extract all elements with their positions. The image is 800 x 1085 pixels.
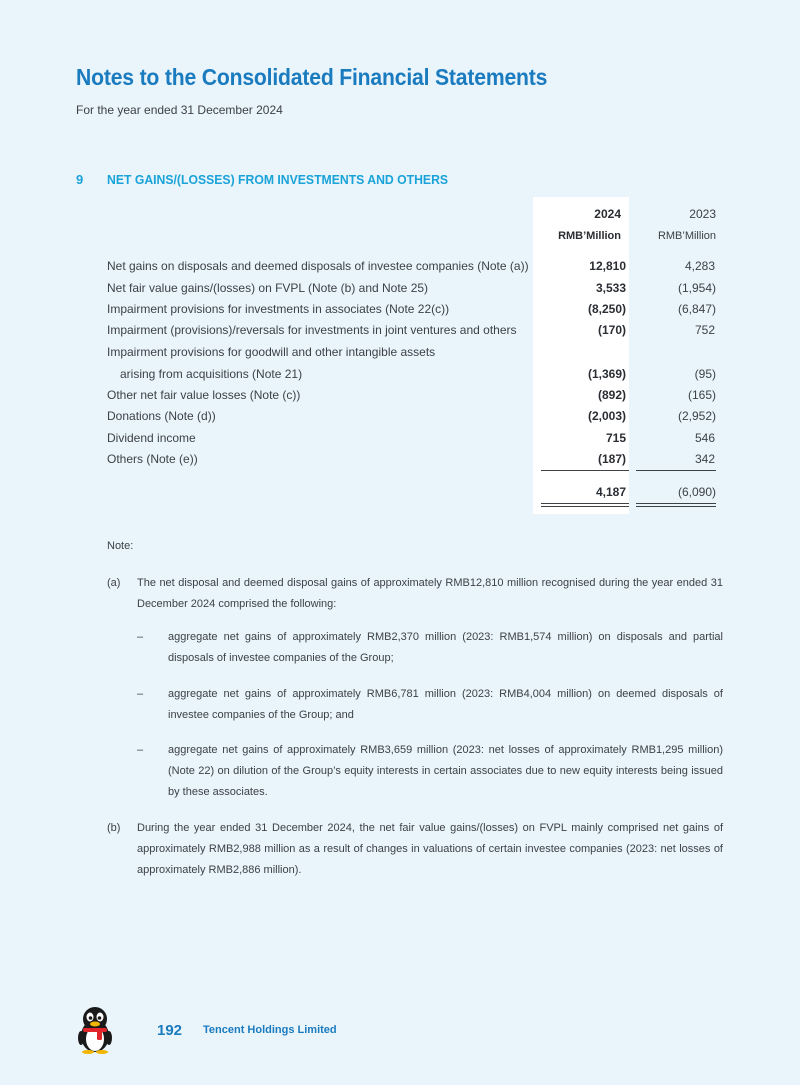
note-a-marker: (a) [107,577,121,589]
total-2023: (6,090) [677,485,716,499]
table-row [0,431,800,451]
total-double-rule-2023 [636,503,716,507]
total-double-rule-2024 [541,503,629,507]
bullet-dash: – [137,744,144,756]
row-label: Donations (Note (d)) [107,409,216,423]
value-2024: (2,003) [587,409,626,423]
column-header-2023: 2023 [689,207,716,221]
company-name: Tencent Holdings Limited [203,1024,337,1036]
table-row [0,367,800,387]
note-b-text: During the year ended 31 December 2024, the net fair value gains/(losses) on FVPL mainly comprised net gains of approximately RMB2,988 million as a result of changes in valuations of certain investee companies (2023: net losses of approximately RMB2,886 million). [137,822,723,876]
column-header-2024: 2024 [594,207,621,221]
value-2024: (892) [597,388,626,402]
row-label: Other net fair value losses (Note (c)) [107,388,301,402]
bullet-text: aggregate net gains of approximately RMB2,370 million (2023: RMB1,574 million) on disposals and partial disposals of investee companies of the Group; [168,631,723,664]
table-row [0,452,800,472]
row-label: arising from acquisitions (Note 21) [120,367,303,381]
row-label: Net fair value gains/(losses) on FVPL (Note (b) and Note 25) [107,281,429,295]
value-2023: 4,283 [684,259,715,273]
row-label: Impairment provisions for goodwill and other intangible assets [107,345,436,359]
value-2024: 12,810 [589,259,626,273]
section-number: 9 [76,172,84,187]
row-label: Dividend income [107,431,196,445]
page-number: 192 [157,1022,183,1039]
table-row [0,345,800,365]
row-label: Others (Note (e)) [107,452,198,466]
table-row [0,259,800,279]
row-label: Impairment (provisions)/reversals for investments in joint ventures and others [107,323,517,337]
subtotal-rule-2023 [636,470,716,471]
bullet-text: aggregate net gains of approximately RMB3,659 million (2023: net losses of approximately RMB1,295 million) (Note 22) on dilution of the Group’s equity interests in certain associates due to new equity interests being issued by these associates. [168,744,723,798]
penguin-icon [75,1006,115,1054]
value-2023: (2,952) [677,409,716,423]
note-b-marker: (b) [107,822,121,834]
notes-heading: Note: [107,540,134,552]
row-label: Impairment provisions for investments in associates (Note 22(c)) [107,302,450,316]
value-2024: 715 [605,431,626,445]
table-row [0,281,800,301]
value-2023: 342 [694,452,715,466]
table-total-row [0,485,800,505]
value-2023: (165) [687,388,716,402]
note-a-text: The net disposal and deemed disposal gains of approximately RMB12,810 million recognised during the year ended 31 December 2024 comprised the following: [137,577,723,610]
row-label: Net gains on disposals and deemed disposals of investee companies (Note (a)) [107,259,529,273]
section-title: NET GAINS/(LOSSES) FROM INVESTMENTS AND OTHERS [107,172,449,187]
value-2023: 546 [694,431,715,445]
unit-header-2023: RMB’Million [657,230,716,242]
value-2024: (1,369) [587,367,626,381]
page-title: Notes to the Consolidated Financial Statements [76,64,548,90]
value-2023: (95) [694,367,716,381]
page-subtitle: For the year ended 31 December 2024 [76,103,283,117]
bullet-dash: – [137,631,144,643]
bullet-dash: – [137,688,144,700]
unit-header-2024: RMB’Million [558,230,621,242]
value-2023: 752 [694,323,715,337]
total-2024: 4,187 [595,485,626,499]
table-row [0,409,800,429]
bullet-text: aggregate net gains of approximately RMB6,781 million (2023: RMB4,004 million) on deemed disposals of investee companies of the Group; and [168,688,723,721]
value-2024: (187) [597,452,626,466]
table-row [0,388,800,408]
value-2024: 3,533 [595,281,626,295]
table-row [0,302,800,322]
table-row [0,323,800,343]
value-2024: (8,250) [587,302,626,316]
value-2023: (6,847) [677,302,716,316]
value-2023: (1,954) [677,281,716,295]
subtotal-rule-2024 [541,470,629,471]
value-2024: (170) [597,323,626,337]
